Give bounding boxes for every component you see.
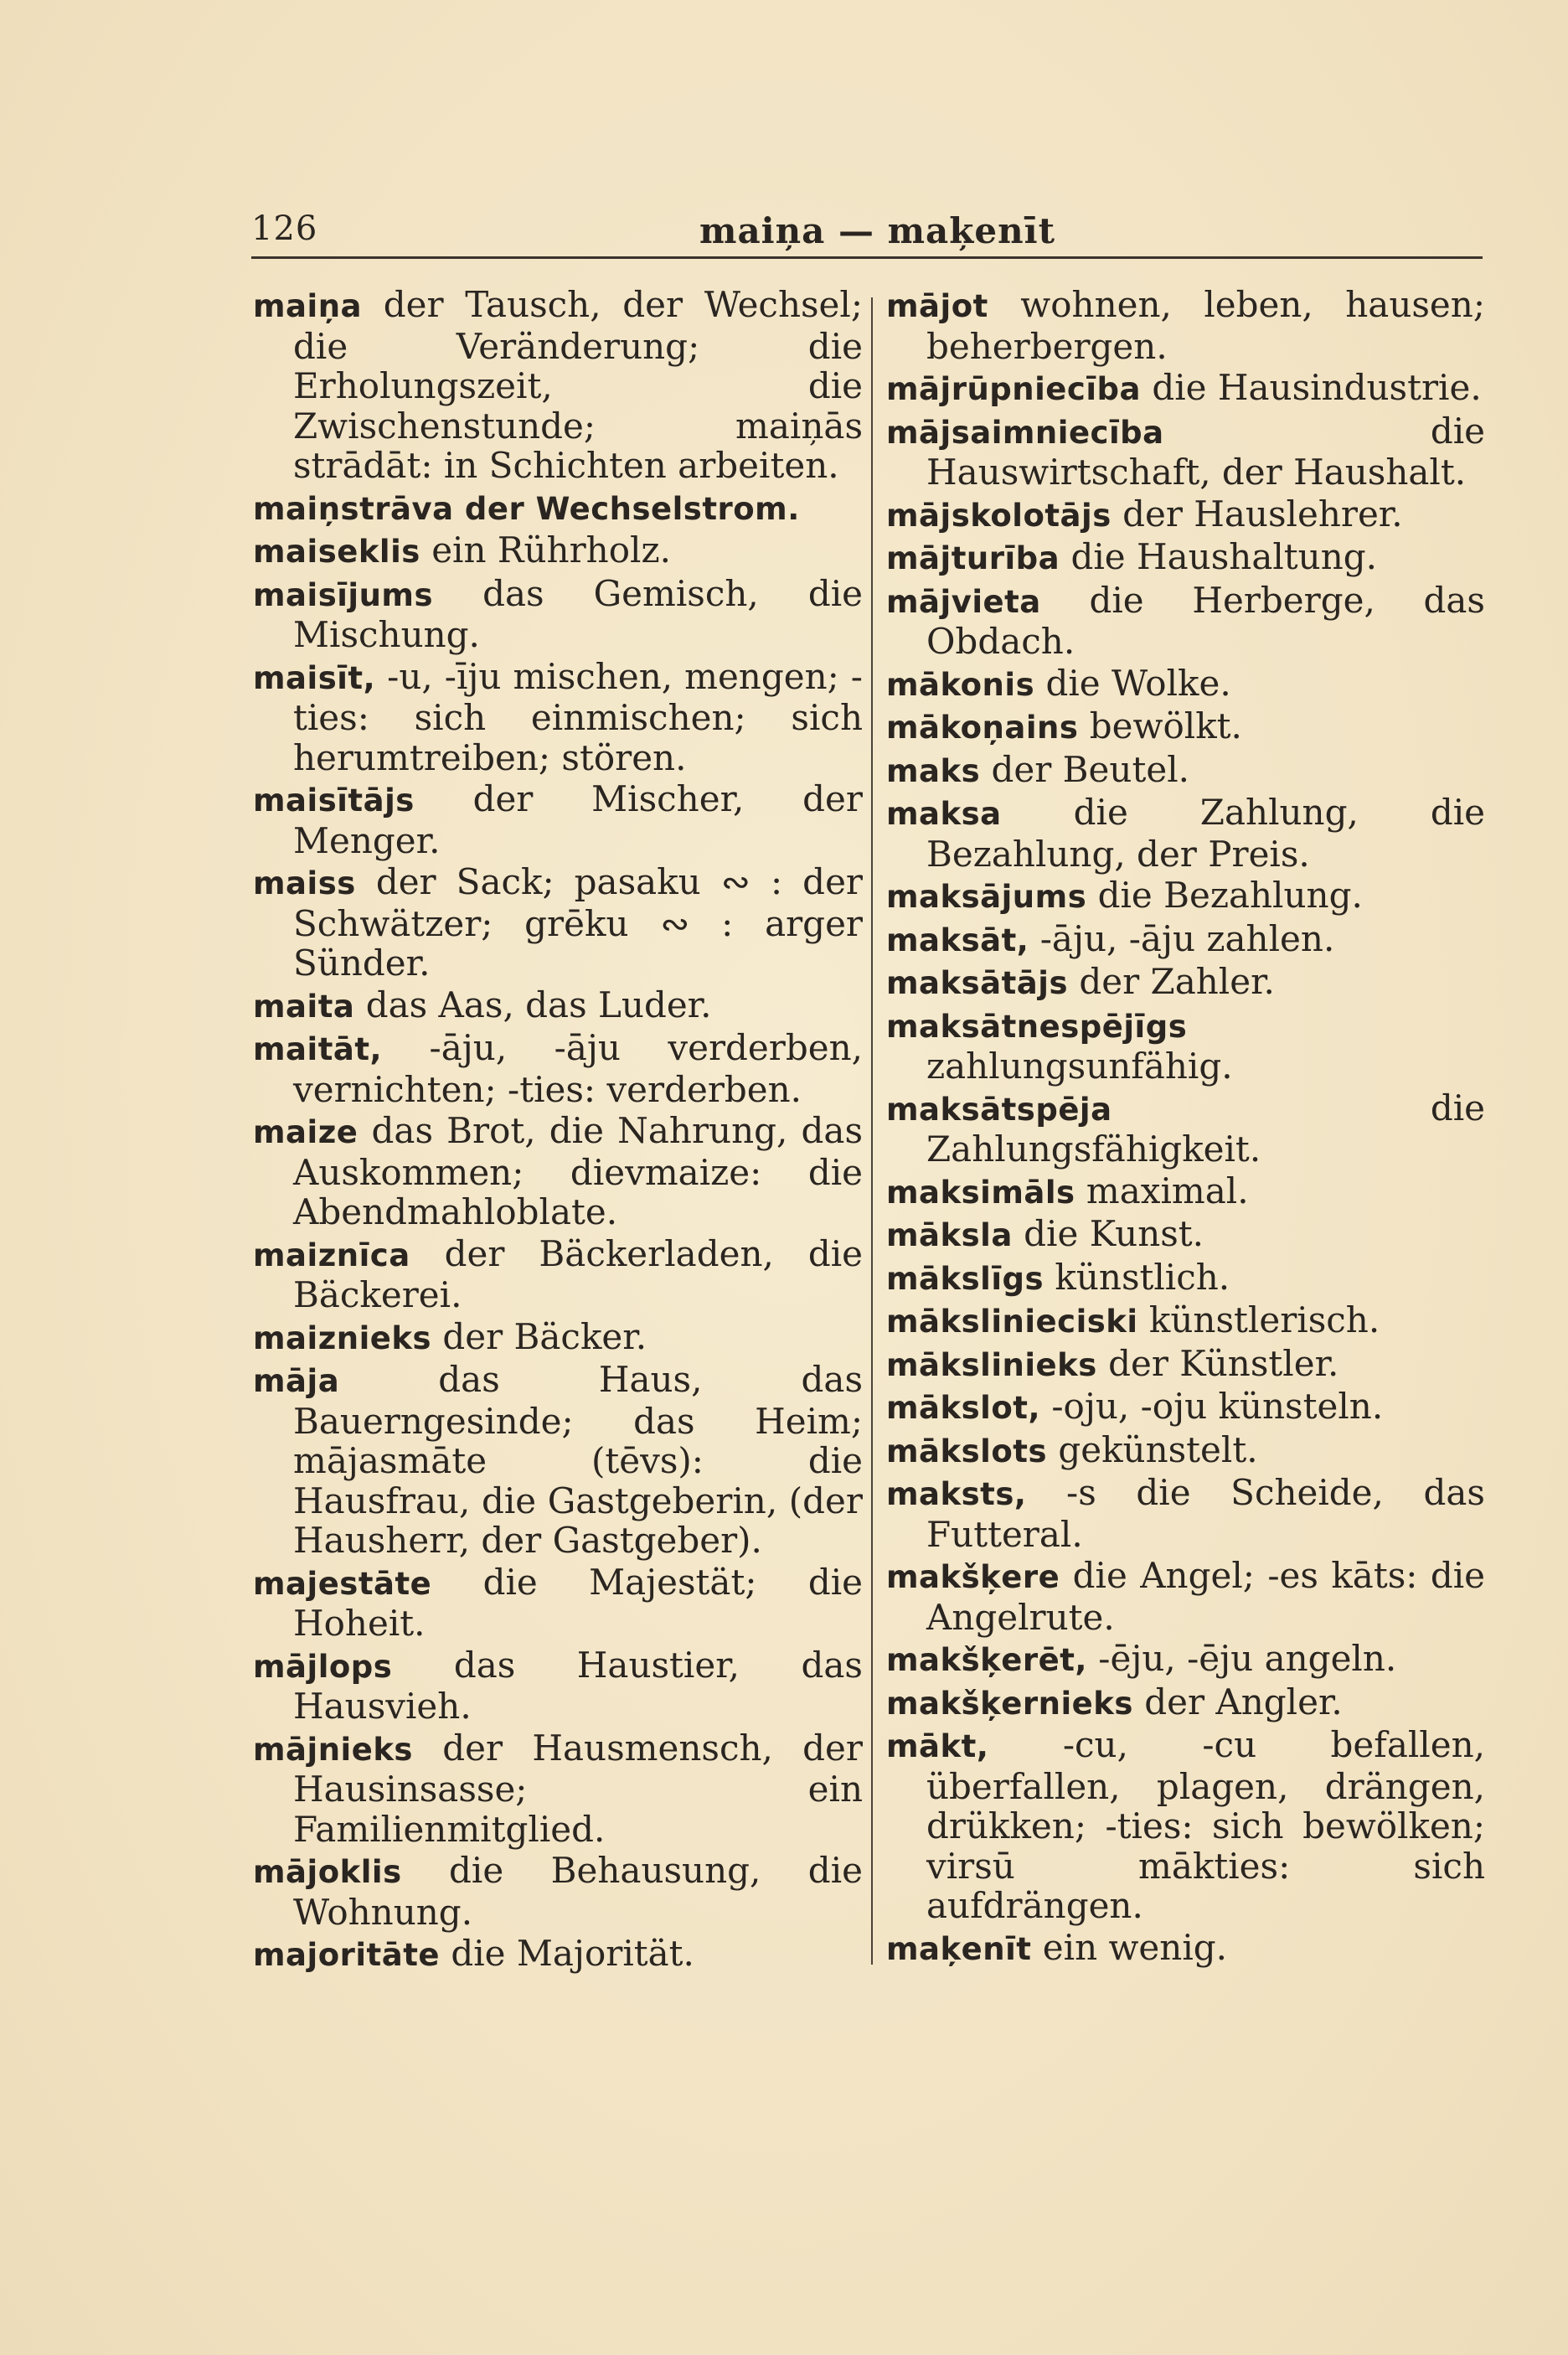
entry-headword: maksātājs xyxy=(886,965,1068,1001)
entry-definition: der Sack; pasaku ∾ : der Schwätzer; grēku ∾ : arger Sünder. xyxy=(293,861,864,984)
entry-headword: maksātnespējīgs xyxy=(886,1008,1188,1045)
dictionary-entry xyxy=(886,581,1485,662)
running-head: maiņa — maķenīt xyxy=(699,210,1055,251)
entry-definition: der Beutel. xyxy=(991,748,1189,790)
entry-definition: der Mischer, der Menger. xyxy=(293,778,863,861)
dictionary-entry xyxy=(886,706,1485,748)
entry-headword: mājnieks xyxy=(253,1731,413,1768)
entry-definition: bewölkt. xyxy=(1089,705,1242,746)
dictionary-entry xyxy=(886,1682,1485,1724)
dictionary-entry xyxy=(886,411,1485,493)
entry-headword: maksts, xyxy=(886,1476,1027,1512)
entry-definition: der Zahler. xyxy=(1079,961,1275,1002)
entry-headword: maiznieks xyxy=(253,1320,431,1356)
entry-definition: zahlungsunfähig. xyxy=(926,1046,1233,1087)
dictionary-entry xyxy=(253,488,863,529)
entry-headword: mājlops xyxy=(253,1648,393,1685)
entry-headword: māja xyxy=(253,1363,340,1399)
entry-definition: maximal. xyxy=(1086,1170,1249,1211)
entry-headword: maksājums xyxy=(886,879,1087,915)
dictionary-entry xyxy=(253,862,863,984)
entry-definition: -oju, -oju künsteln. xyxy=(1051,1386,1384,1427)
entry-headword: makšķerēt, xyxy=(886,1642,1087,1678)
column-divider xyxy=(871,297,873,1965)
entry-headword: maiznīca xyxy=(253,1237,410,1273)
entry-headword: mākslots xyxy=(886,1433,1047,1469)
entry-definition: die Zahlungsfähigkeit. xyxy=(926,1087,1485,1170)
dictionary-entry xyxy=(886,1214,1485,1256)
entry-headword: mākt, xyxy=(886,1728,989,1764)
entry-definition: gekünstelt. xyxy=(1058,1428,1258,1470)
entry-definition: ein wenig. xyxy=(1042,1926,1228,1968)
dictionary-entry xyxy=(886,1171,1485,1213)
entry-headword: makšķere xyxy=(886,1559,1060,1595)
dictionary-entry xyxy=(886,1725,1485,1926)
entry-definition: -s die Scheide, das Futteral. xyxy=(926,1472,1485,1555)
entry-headword: maiņstrāva xyxy=(253,490,454,527)
dictionary-entry xyxy=(886,962,1485,1004)
entry-headword: maksāt, xyxy=(886,922,1029,958)
entry-definition: der Bäcker. xyxy=(442,1315,647,1357)
dictionary-entry xyxy=(253,657,863,778)
entry-definition: der Hauslehrer. xyxy=(1122,493,1403,535)
entry-headword: mājot xyxy=(886,288,988,324)
entry-headword: majestāte xyxy=(253,1565,432,1602)
entry-definition: -āju, -āju verderben, vernichten; -ties: verderben. xyxy=(293,1027,863,1110)
dictionary-entry xyxy=(886,368,1485,410)
entry-definition: die Angel; -es kāts: die Angelrute. xyxy=(926,1555,1485,1638)
dictionary-entry xyxy=(886,1430,1485,1472)
entry-definition: das Brot, die Nahrung, das Auskommen; dievmaize: die Abendmahloblate. xyxy=(293,1110,863,1232)
entry-definition: die Wolke. xyxy=(1045,662,1231,704)
dictionary-entry xyxy=(886,1088,1485,1170)
entry-headword: mājturība xyxy=(886,540,1060,576)
entry-headword: mākslot, xyxy=(886,1390,1040,1426)
dictionary-entry xyxy=(886,1005,1485,1087)
dictionary-entry xyxy=(253,1562,863,1644)
dictionary-entry xyxy=(886,1300,1485,1342)
dictionary-entry xyxy=(253,1111,863,1232)
dictionary-entry xyxy=(886,750,1485,792)
entry-headword: makšķernieks xyxy=(886,1685,1133,1722)
dictionary-entry xyxy=(886,1387,1485,1428)
entry-definition: der Bäckerladen, die Bäckerei. xyxy=(293,1232,863,1315)
entry-headword: mākslīgs xyxy=(886,1260,1044,1297)
dictionary-entry xyxy=(886,285,1485,366)
entry-definition: das Haustier, das Hausvieh. xyxy=(293,1644,863,1727)
entry-headword: maize xyxy=(253,1114,358,1150)
entry-definition: künstlerisch. xyxy=(1148,1299,1380,1340)
dictionary-entry xyxy=(253,285,863,486)
entry-headword: māksla xyxy=(886,1217,1013,1253)
entry-headword: maisījums xyxy=(253,576,434,613)
dictionary-entry xyxy=(886,494,1485,536)
dictionary-entry xyxy=(253,574,863,655)
entry-headword: mājvieta xyxy=(886,583,1041,620)
entry-headword: mājoklis xyxy=(253,1854,402,1890)
dictionary-entry xyxy=(886,875,1485,917)
entry-definition: -ēju, -ēju angeln. xyxy=(1098,1638,1397,1679)
entry-definition: der Hausmensch, der Hausinsasse; ein Familienmitglied. xyxy=(293,1727,863,1850)
dictionary-entry xyxy=(886,1473,1485,1554)
entry-definition: die Majorität. xyxy=(451,1933,694,1974)
entry-definition: -āju, -āju zahlen. xyxy=(1039,917,1335,959)
dictionary-entry xyxy=(886,919,1485,961)
entry-definition: der Angler. xyxy=(1144,1681,1343,1722)
entry-definition: das Haus, das Bauerngesinde; das Heim; mājasmāte (tēvs): die Hausfrau, die Gastgeberin, (der Hausherr, der Gastgeber). xyxy=(293,1359,864,1561)
entry-headword: mākoņains xyxy=(886,710,1079,746)
dictionary-entry xyxy=(253,1645,863,1727)
entry-headword: maita xyxy=(253,988,355,1025)
entry-headword: mājrūpniecība xyxy=(886,371,1141,407)
dictionary-entry xyxy=(886,537,1485,579)
dictionary-entry xyxy=(253,779,863,860)
right-column xyxy=(886,285,1485,1970)
entry-definition: ein Rührholz. xyxy=(431,529,671,571)
entry-headword: maisītājs xyxy=(253,782,415,819)
page-number: 126 xyxy=(251,209,318,248)
dictionary-entry xyxy=(886,1639,1485,1681)
dictionary-entry xyxy=(253,530,863,572)
entry-definition: die Kunst. xyxy=(1024,1213,1204,1254)
entry-definition: die Hauswirtschaft, der Haushalt. xyxy=(926,410,1485,493)
dictionary-entry xyxy=(253,1028,863,1109)
entry-definition: der Künstler. xyxy=(1108,1342,1339,1384)
entry-definition: die Hausindustrie. xyxy=(1152,367,1482,408)
left-column xyxy=(253,285,863,1977)
entry-headword: mājskolotājs xyxy=(886,497,1112,534)
entry-definition: wohnen, leben, hausen; beherbergen. xyxy=(926,284,1485,367)
dictionary-entry xyxy=(886,1556,1485,1637)
dictionary-entry xyxy=(253,1317,863,1359)
entry-definition: der Wechselstrom. xyxy=(464,490,800,527)
entry-definition: -cu, -cu befallen, überfallen, plagen, drängen, drükken; -ties: sich bewölken; virsū mākties: sich aufdrängen. xyxy=(926,1724,1485,1926)
dictionary-entry xyxy=(886,793,1485,874)
entry-headword: maiņa xyxy=(253,288,363,324)
dictionary-entry xyxy=(253,1728,863,1850)
entry-headword: maiss xyxy=(253,865,356,901)
dictionary-entry xyxy=(886,1928,1485,1970)
dictionary-entry xyxy=(886,1344,1485,1386)
dictionary-entry xyxy=(253,1851,863,1932)
dictionary-entry xyxy=(886,664,1485,705)
dictionary-entry xyxy=(253,1934,863,1975)
entry-definition: künstlich. xyxy=(1055,1256,1230,1298)
entry-headword: maitāt, xyxy=(253,1031,383,1067)
entry-definition: das Aas, das Luder. xyxy=(365,984,712,1025)
entry-definition: -u, -īju mischen, mengen; -ties: sich einmischen; sich herumtreiben; stören. xyxy=(293,655,863,778)
entry-headword: mājsaimniecība xyxy=(886,414,1164,451)
entry-headword: maksātspēja xyxy=(886,1091,1112,1128)
dictionary-entry xyxy=(886,1258,1485,1299)
entry-definition: der Tausch, der Wechsel; die Veränderung; die Erholungszeit, die Zwischenstunde; maiņās strādāt: in Schichten arbeiten. xyxy=(293,284,863,486)
entry-headword: maksimāls xyxy=(886,1174,1075,1211)
entry-headword: maksa xyxy=(886,796,1002,832)
dictionary-entry xyxy=(253,1234,863,1315)
entry-definition: das Gemisch, die Mischung. xyxy=(293,572,863,655)
entry-headword: maks xyxy=(886,752,981,789)
entry-headword: mākslinieks xyxy=(886,1346,1097,1383)
entry-definition: die Behausung, die Wohnung. xyxy=(293,1850,863,1933)
page-header xyxy=(251,191,1483,259)
entry-headword: maiseklis xyxy=(253,534,420,570)
entry-definition: die Majestät; die Hoheit. xyxy=(293,1561,863,1644)
entry-headword: mākslinieciski xyxy=(886,1304,1138,1340)
entry-definition: die Haushaltung. xyxy=(1070,536,1378,577)
dictionary-entry xyxy=(253,985,863,1027)
entry-definition: die Herberge, das Obdach. xyxy=(926,579,1485,662)
entry-definition: die Zahlung, die Bezahlung, der Preis. xyxy=(926,792,1485,875)
entry-headword: mākonis xyxy=(886,666,1035,703)
dictionary-entry xyxy=(253,1360,863,1561)
entry-headword: maķenīt xyxy=(886,1930,1032,1967)
entry-headword: majoritāte xyxy=(253,1937,440,1973)
entry-headword: maisīt, xyxy=(253,659,376,696)
entry-definition: die Bezahlung. xyxy=(1097,875,1363,916)
